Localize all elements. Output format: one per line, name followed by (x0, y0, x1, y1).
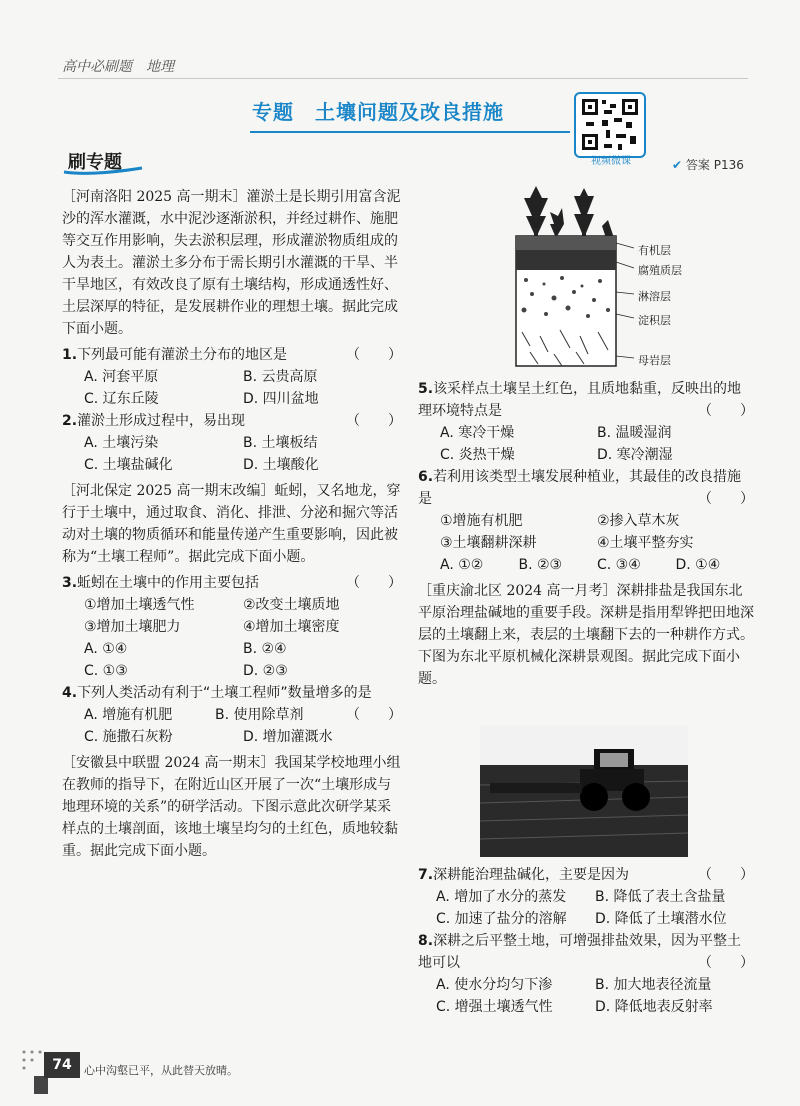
tractor-photo (480, 725, 688, 857)
q8-option-d[interactable]: D. 降低地表反射率 (595, 999, 713, 1015)
q1-answer-blank[interactable]: （ ） (346, 347, 402, 363)
q6-stem: 若利用该类型土壤发展种植业，其最佳的改良措施是 (418, 469, 742, 507)
left-column (62, 186, 402, 862)
q7-answer-blank[interactable]: （ ） (698, 867, 754, 883)
q4-option-c[interactable]: C. 施撒石灰粉 (84, 729, 173, 745)
question-8 (418, 930, 754, 1018)
q4-option-d[interactable]: D. 增加灌溉水 (243, 729, 333, 745)
q5-option-c[interactable]: C. 炎热干燥 (440, 447, 515, 463)
q1-option-c[interactable]: C. 辽东丘陵 (84, 391, 159, 407)
label-organic-layer: 有机层 (638, 244, 671, 257)
title-underline (250, 131, 570, 133)
q2-option-d[interactable]: D. 土壤酸化 (243, 457, 319, 473)
q6-option-c[interactable]: C. ③④ (597, 557, 641, 573)
passage-1: ［河南洛阳 2025 高一期末］灌淤土是长期引用富含泥沙的浑水灌溉，水中泥沙逐渐淤积，并经过耕作、施肥等交互作用影响，失去淤积层理，形成灌淤物质组成的人为表土。灌淤土多分布于需长期引水灌溉的干旱、半干旱地区，有效改良了原有土壤结构，形成通透性好、土层深厚的特征，是发展耕作业的理想土壤。据此完成下面小题。 (62, 189, 401, 337)
question-7 (418, 864, 754, 930)
q3-num: 3. (62, 575, 78, 591)
q3-item-2: ②改变土壤质地 (243, 597, 340, 613)
soil-profile-diagram (496, 186, 696, 372)
page-number: 74 (44, 1052, 80, 1078)
passage-2: ［河北保定 2025 高一期末改编］蚯蚓，又名地龙，穿行于土壤中，通过取食、消化、排泄、分泌和掘穴等活动对土壤的物质循环和能量传递产生重要影响，因此被称为“土壤工程师”。据此完成下面小题。 (62, 483, 401, 565)
q1-option-a[interactable]: A. 河套平原 (84, 369, 159, 385)
q8-stem: 深耕之后平整土地，可增强排盐效果，因为平整土地可以 (418, 933, 742, 971)
label-bedrock-layer: 母岩层 (638, 354, 671, 367)
q6-answer-blank[interactable]: （ ） (698, 491, 754, 507)
q1-option-b[interactable]: B. 云贵高原 (243, 369, 318, 385)
question-1 (62, 344, 402, 410)
footer-motto: 心中沟壑已平，从此替天放晴。 (84, 1064, 238, 1077)
section-badge (62, 146, 144, 176)
q8-answer-blank[interactable]: （ ） (698, 955, 754, 971)
q6-item-2: ②掺入草木灰 (597, 513, 680, 529)
q7-option-a[interactable]: A. 增加了水分的蒸发 (436, 889, 567, 905)
q5-option-a[interactable]: A. 寒冷干燥 (440, 425, 515, 441)
qr-label: 视频微课 (591, 156, 631, 167)
q1-option-d[interactable]: D. 四川盆地 (243, 391, 319, 407)
question-3 (62, 572, 402, 682)
q4-option-a[interactable]: A. 增施有机肥 (84, 707, 173, 723)
q2-answer-blank[interactable]: （ ） (346, 413, 402, 429)
q7-option-d[interactable]: D. 降低了土壤潜水位 (595, 911, 727, 927)
checkmark-icon: ✔ (672, 158, 683, 172)
q1-stem: 下列最可能有灌淤土分布的地区是 (77, 347, 288, 363)
qr-code[interactable] (574, 92, 646, 158)
q6-item-1: ①增施有机肥 (440, 513, 523, 529)
passage-3: ［安徽县中联盟 2024 高一期末］我国某学校地理小组在教师的指导下，在附近山区开展了一次“土壤形成与地理环境的关系”的研学活动。下图示意此次研学某采样点的土壤剖面，该地土壤呈均匀的土红色，质地较黏重。据此完成下面小题。 (62, 755, 401, 859)
q6-option-a[interactable]: A. ①② (440, 557, 484, 573)
q2-num: 2. (62, 413, 78, 429)
q7-stem: 深耕能治理盐碱化，主要是因为 (433, 867, 630, 883)
q8-num: 8. (418, 933, 434, 949)
q3-item-3: ③增加土壤肥力 (84, 619, 181, 635)
qr-code-icon (576, 94, 644, 156)
answer-ref-label: 答案 P136 (685, 158, 744, 172)
q4-num: 4. (62, 685, 78, 701)
q5-num: 5. (418, 381, 434, 397)
question-5 (418, 378, 754, 466)
q8-option-a[interactable]: A. 使水分均匀下渗 (436, 977, 553, 993)
topic-title: 专题 土壤问题及改良措施 (252, 100, 504, 124)
question-4 (62, 682, 402, 748)
soil-profile-illustration (496, 186, 696, 372)
question-6 (418, 466, 754, 576)
passage-4: ［重庆渝北区 2024 高一月考］深耕排盐是我国东北平原治理盐碱地的重要手段。深耕是指用犁铧把田地深层的土壤翻上来，表层的土壤翻下去的一种耕作方式。下图为东北平原机械化深耕景观图。据此完成下面小题。 (418, 583, 754, 687)
tractor-field-image (480, 725, 688, 857)
q6-item-3: ③土壤翻耕深耕 (440, 535, 537, 551)
q3-item-1: ①增加土壤透气性 (84, 597, 195, 613)
header-divider (58, 78, 748, 79)
answer-ref (672, 156, 744, 173)
q1-num: 1. (62, 347, 78, 363)
q3-stem: 蚯蚓在土壤中的作用主要包括 (77, 575, 260, 591)
q5-option-b[interactable]: B. 温暖湿润 (597, 425, 672, 441)
q2-stem: 灌淤土形成过程中，易出现 (77, 413, 246, 429)
question-2 (62, 410, 402, 476)
label-humus-layer: 腐殖质层 (638, 264, 682, 277)
q6-item-4: ④土壤平整夯实 (597, 535, 694, 551)
q5-stem: 该采样点土壤呈土红色，且质地黏重，反映出的地理环境特点是 (418, 381, 742, 419)
q5-answer-blank[interactable]: （ ） (698, 403, 754, 419)
book-header: 高中必刷题 地理 (62, 59, 174, 75)
q7-option-b[interactable]: B. 降低了表土含盐量 (595, 889, 726, 905)
q3-option-b[interactable]: B. ②④ (243, 641, 287, 657)
q5-option-d[interactable]: D. 寒冷潮湿 (597, 447, 673, 463)
q8-option-b[interactable]: B. 加大地表径流量 (595, 977, 712, 993)
q6-option-d[interactable]: D. ①④ (675, 557, 721, 573)
right-column (418, 378, 754, 690)
q2-option-c[interactable]: C. 土壤盐碱化 (84, 457, 173, 473)
q6-num: 6. (418, 469, 434, 485)
q6-option-b[interactable]: B. ②③ (518, 557, 563, 573)
q4-stem: 下列人类活动有利于“土壤工程师”数量增多的是 (77, 685, 372, 701)
q3-option-a[interactable]: A. ①④ (84, 641, 128, 657)
q2-option-b[interactable]: B. 土壤板结 (243, 435, 318, 451)
q4-option-b[interactable]: B. 使用除草剂 (215, 707, 304, 723)
q3-answer-blank[interactable]: （ ） (346, 575, 402, 591)
q4-answer-blank[interactable]: （ ） (346, 707, 402, 723)
q2-option-a[interactable]: A. 土壤污染 (84, 435, 159, 451)
q7-option-c[interactable]: C. 加速了盐分的溶解 (436, 911, 567, 927)
q3-option-c[interactable]: C. ①③ (84, 663, 128, 679)
q8-option-c[interactable]: C. 增强土壤透气性 (436, 999, 553, 1015)
q3-option-d[interactable]: D. ②③ (243, 663, 288, 679)
label-illuvial-layer: 淀积层 (638, 314, 671, 327)
q7-num: 7. (418, 867, 434, 883)
right-column-lower (418, 864, 754, 1018)
label-eluvial-layer: 淋溶层 (638, 290, 671, 303)
section-badge-label: 刷专题 (68, 152, 122, 173)
q3-item-4: ④增加土壤密度 (243, 619, 340, 635)
